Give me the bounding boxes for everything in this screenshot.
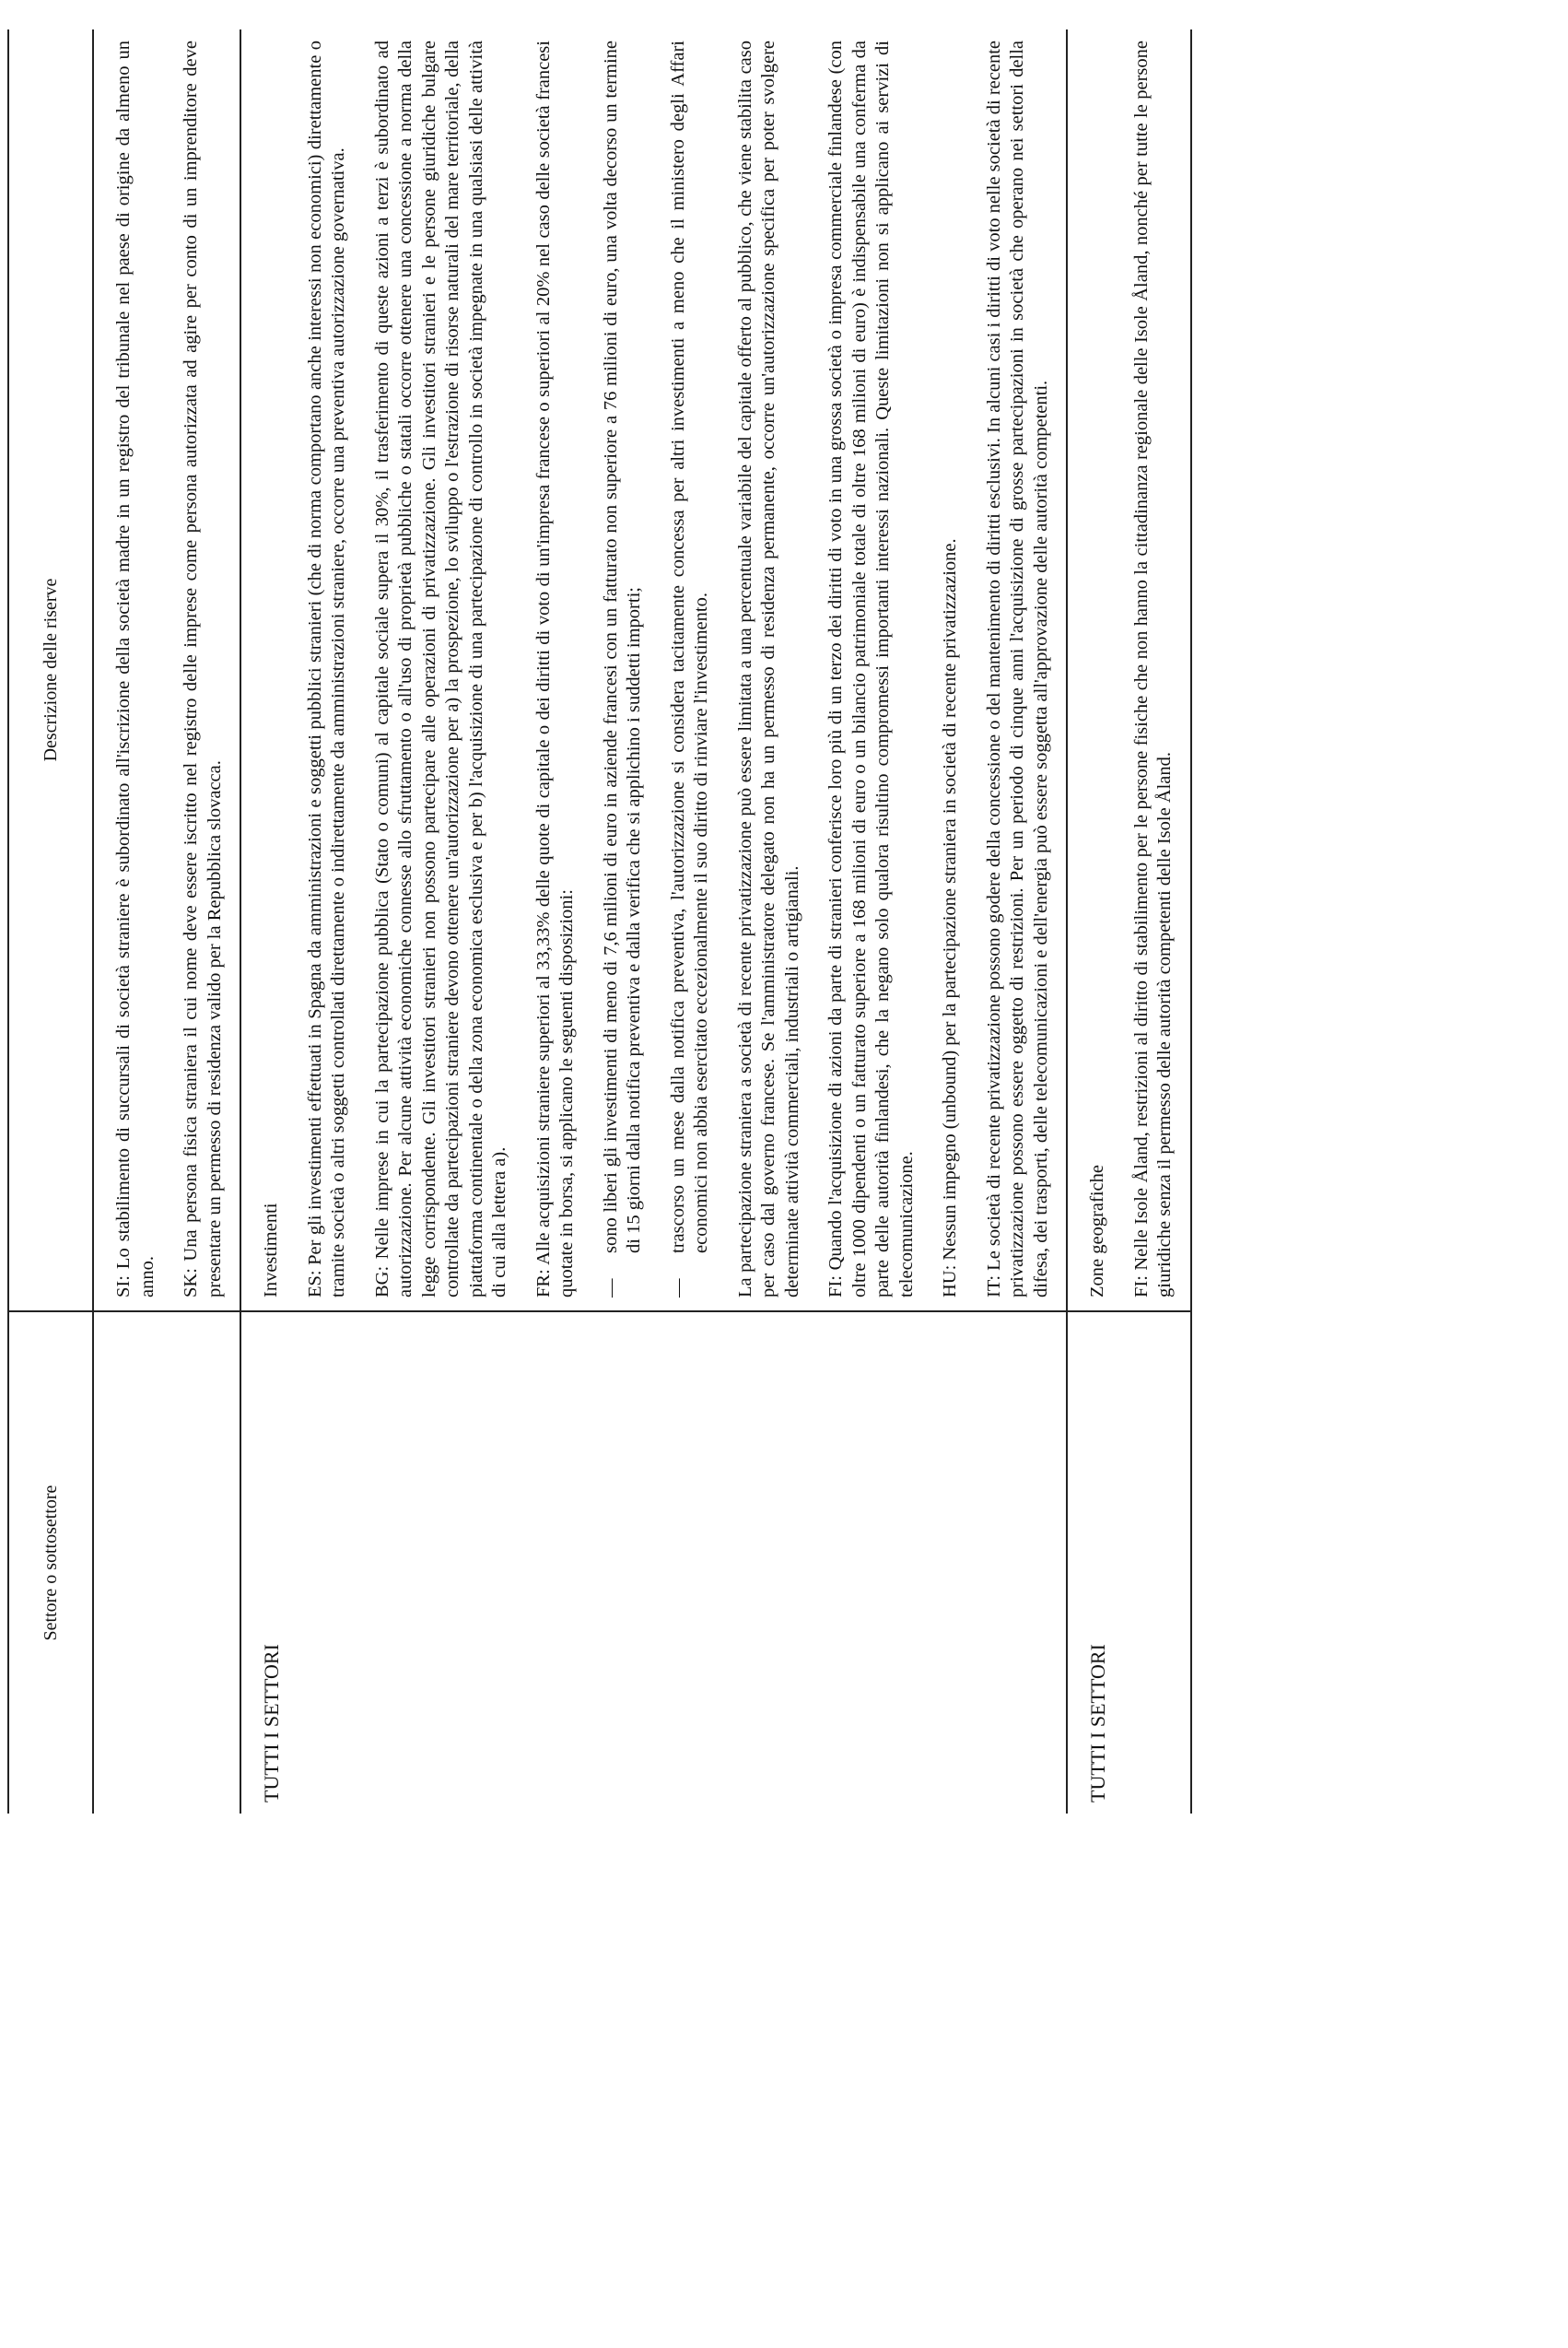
reservation-fi-aland: FI: Nelle Isole Åland, restrizioni al diritto di stabilimento per le persone fisiche che non hanno la cittadinanza regionale delle Isole Åland, nonché per tutte le persone giuridiche senza il permesso delle autorità competenti delle Isole Åland.: [1130, 41, 1175, 1297]
bullet-item: [667, 41, 714, 1297]
table-row: [1067, 29, 1191, 1814]
description-cell: [240, 29, 1067, 1311]
reservation-fr: FR: Alle acquisizioni straniere superiori al 33,33% delle quote di capitale o dei diritti di voto di un'impresa francese o superiori al 20% nel caso delle società francesi quotate in borsa, si applicano le seguenti disposizioni:: [532, 41, 577, 1297]
reservation-fr-cont: La partecipazione straniera a società di recente privatizzazione può essere limitata a una percentuale variabile del capitale offerto al pubblico, che viene stabilita caso per caso dal governo francese. Se l'amministratore delegato non ha un permesso di residenza permanente, occorre un'autorizzazione specifica per poter svolgere determinate attività commerciali, industriali o artigianali.: [734, 41, 802, 1297]
header-sector: Settore o sottosettore: [8, 1311, 93, 1814]
table-row: [93, 29, 240, 1814]
sector-cell: [1067, 1311, 1191, 1814]
reservation-fi: FI: Quando l'acquisizione di azioni da parte di stranieri conferisce loro più di un terzo dei diritti di voto in una grossa società o impresa commerciale finlandese (con oltre 1000 dipendenti o un fatturato superiore a 168 milioni di euro o un bilancio patrimoniale totale di oltre 168 milioni di euro) è indispensabile una conferma da parte delle autorità finlandesi, che la negano solo qualora risultino compromessi importanti interessi nazionali. Queste limitazioni non si applicano ai servizi di telecomunicazione.: [825, 41, 917, 1297]
table-header-row: [8, 29, 93, 1814]
bullet-item: [600, 41, 647, 1297]
dash-marker: —: [667, 1278, 688, 1297]
reservation-sk: SK: Una persona fisica straniera il cui nome deve essere iscritto nel registro delle imprese come persona autorizzata ad agire per conto di un imprenditore deve presentare un permesso di residenza valido per la Repubblica slovacca.: [181, 41, 225, 1297]
sector-cell: [240, 1311, 1067, 1814]
bullet-text: sono liberi gli investimenti di meno di 7,6 milioni di euro in aziende francesi con un fatturato non superiore a 76 milioni di euro, una volta decorso un termine di 15 giorni dalla notifica preventiva e dalla verifica che si applichino i suddetti importi;: [600, 41, 644, 1253]
bullet-text: trascorso un mese dalla notifica preventiva, l'autorizzazione si considera tacitamente concessa per altri investimenti a meno che il ministero degli Affari economici non abbia esercitato eccezionalmente il suo diritto di rinviare l'investimento.: [667, 41, 711, 1253]
sector-label: TUTTI I SETTORI: [260, 1644, 283, 1802]
reservation-bg: BG: Nelle imprese in cui la partecipazione pubblica (Stato o comuni) al capitale sociale supera il 30%, il trasferimento di queste azioni a terzi è subordinato ad autorizzazione. Per alcune attività economiche connesse allo sfruttamento o all'uso di proprietà pubbliche o statali occorre ottenere una concessione a norma della legge corrispondente. Gli investitori stranieri non possono partecipare alle operazioni di privatizzazione. Gli investitori stranieri e le persone giuridiche bulgare controllate da partecipazioni straniere devono ottenere un'autorizzazione per a) la prospezione, lo sviluppo o l'estrazione di risorse naturali del mare territoriale, della piattaforma continentale o della zona economica esclusiva e per b) l'acquisizione di una partecipazione di controllo in società impegnate in una qualsiasi delle attività di cui alla lettera a).: [371, 41, 509, 1297]
reservation-hu: HU: Nessun impegno (unbound) per la partecipazione straniera in società di recente privatizzazione.: [940, 538, 960, 1297]
sector-label: TUTTI I SETTORI: [1086, 1644, 1109, 1802]
dash-marker: —: [600, 1278, 621, 1297]
table-row: [240, 29, 1067, 1814]
subheading-zone: Zone geografiche: [1087, 1165, 1107, 1297]
reservations-table: [7, 29, 1192, 1814]
reservation-it: IT: Le società di recente privatizzazione possono godere della concessione o del mantenimento di diritti esclusivi. In alcuni casi i diritti di voto nelle società di recente privatizzazione possono essere oggetto di restrizioni. Per un periodo di cinque anni l'acquisizione di grosse partecipazioni in società che operano nei settori della difesa, dei trasporti, delle telecomunicazioni e dell'energia può essere soggetta all'approvazione delle autorità competenti.: [983, 41, 1051, 1297]
reservation-es: ES: Per gli investimenti effettuati in Spagna da amministrazioni e soggetti pubblici stranieri (che di norma comportano anche interessi non economici) direttamente o tramite società o altri soggetti controllati direttamente o indirettamente da amministrazioni straniere, occorre una preventiva autorizzazione governativa.: [304, 41, 348, 1297]
description-cell: [93, 29, 240, 1311]
sector-cell: [93, 1311, 240, 1814]
subheading-investimenti: Investimenti: [261, 1203, 281, 1297]
reservation-si: SI: Lo stabilimento di succursali di società straniere è subordinato all'iscrizione della società madre in un registro del tribunale nel paese di origine da almeno un anno.: [113, 41, 158, 1297]
header-description: Descrizione delle riserve: [8, 29, 93, 1311]
description-cell: [1067, 29, 1191, 1311]
